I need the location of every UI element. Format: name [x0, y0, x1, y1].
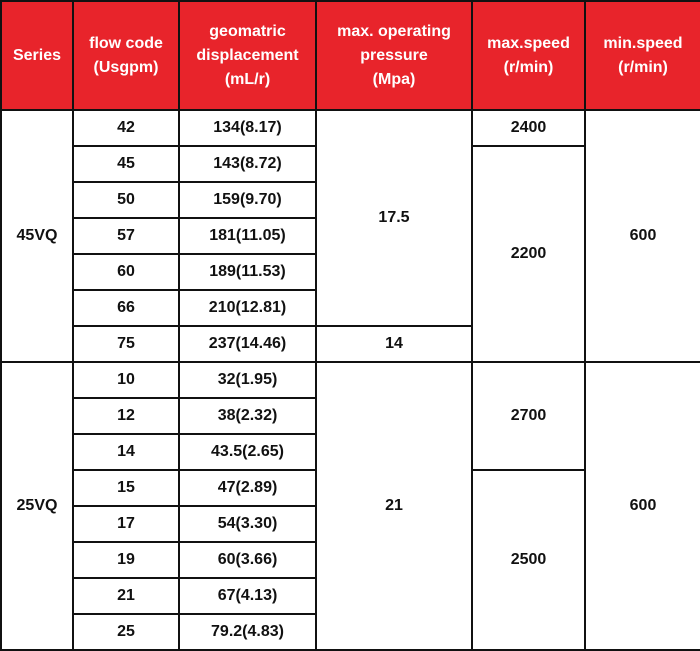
header-line: (Mpa) [372, 70, 416, 88]
table-body [1, 110, 700, 650]
series-cell: 25VQ [1, 362, 73, 650]
max-speed-cell: 2500 [472, 470, 585, 650]
flow-code-cell: 50 [73, 182, 179, 218]
max-speed-cell: 2700 [472, 362, 585, 470]
displacement-cell: 159(9.70) [179, 182, 316, 218]
header-line: Series [12, 46, 62, 64]
header-line: displacement [196, 46, 299, 64]
flow-code-cell: 19 [73, 542, 179, 578]
header-row [1, 1, 700, 110]
displacement-cell: 67(4.13) [179, 578, 316, 614]
flow-code-cell: 45 [73, 146, 179, 182]
header-min-speed [585, 1, 700, 110]
flow-code-cell: 14 [73, 434, 179, 470]
max-speed-cell: 2200 [472, 146, 585, 362]
header-max-speed [472, 1, 585, 110]
header-line: (r/min) [618, 58, 668, 76]
flow-code-cell: 10 [73, 362, 179, 398]
flow-code-cell: 60 [73, 254, 179, 290]
displacement-cell: 181(11.05) [179, 218, 316, 254]
header-line: flow code [89, 34, 163, 52]
displacement-cell: 143(8.72) [179, 146, 316, 182]
header-line: max. operating [337, 22, 451, 40]
table-row [1, 110, 700, 146]
displacement-cell: 43.5(2.65) [179, 434, 316, 470]
max-speed-cell: 2400 [472, 110, 585, 146]
flow-code-cell: 75 [73, 326, 179, 362]
series-cell: 45VQ [1, 110, 73, 362]
header-pressure [316, 1, 472, 110]
displacement-cell: 60(3.66) [179, 542, 316, 578]
displacement-cell: 38(2.32) [179, 398, 316, 434]
table-header [1, 1, 700, 110]
header-line: min.speed [603, 34, 683, 52]
header-line: (mL/r) [224, 70, 271, 88]
flow-code-cell: 57 [73, 218, 179, 254]
header-displacement [179, 1, 316, 110]
flow-code-cell: 12 [73, 398, 179, 434]
flow-code-cell: 21 [73, 578, 179, 614]
displacement-cell: 79.2(4.83) [179, 614, 316, 650]
min-speed-cell: 600 [585, 362, 700, 650]
pressure-cell: 14 [316, 326, 472, 362]
flow-code-cell: 17 [73, 506, 179, 542]
displacement-cell: 237(14.46) [179, 326, 316, 362]
flow-code-cell: 15 [73, 470, 179, 506]
header-line: (Usgpm) [93, 58, 159, 76]
pressure-cell: 21 [316, 362, 472, 650]
displacement-cell: 210(12.81) [179, 290, 316, 326]
header-line: max.speed [487, 34, 570, 52]
table-row [1, 362, 700, 398]
flow-code-cell: 66 [73, 290, 179, 326]
header-line: pressure [360, 46, 428, 64]
header-line: geomatric [209, 22, 286, 40]
header-line: (r/min) [503, 58, 554, 76]
pressure-cell: 17.5 [316, 110, 472, 326]
displacement-cell: 47(2.89) [179, 470, 316, 506]
displacement-cell: 54(3.30) [179, 506, 316, 542]
flow-code-cell: 25 [73, 614, 179, 650]
header-series [1, 1, 73, 110]
displacement-cell: 134(8.17) [179, 110, 316, 146]
displacement-cell: 32(1.95) [179, 362, 316, 398]
displacement-cell: 189(11.53) [179, 254, 316, 290]
flow-code-cell: 42 [73, 110, 179, 146]
header-flow-code [73, 1, 179, 110]
min-speed-cell: 600 [585, 110, 700, 362]
